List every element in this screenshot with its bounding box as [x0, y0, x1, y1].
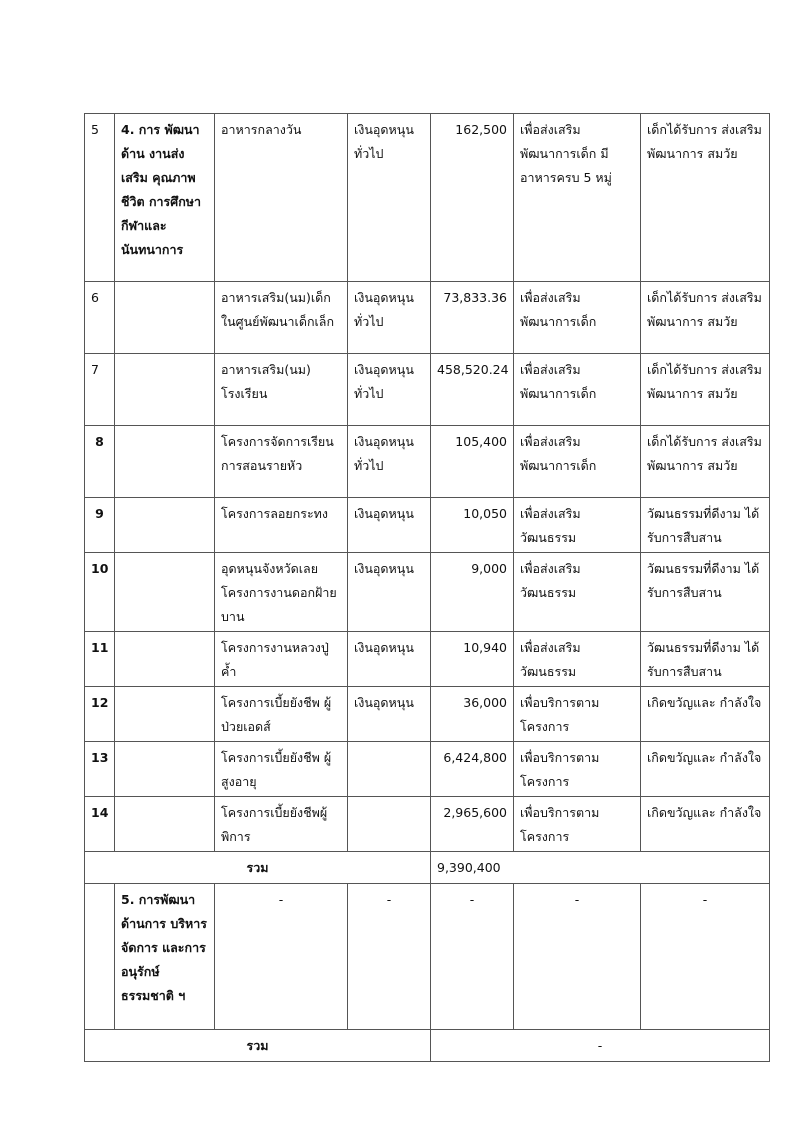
total-amount: 9,390,400 [431, 852, 770, 884]
objective-cell: เพื่อส่งเสริม วัฒนธรรม [514, 632, 641, 687]
project-cell: อาหารเสริม(นม)เด็ก ในศูนย์พัฒนาเด็กเล็ก [215, 282, 348, 354]
project-cell: โครงการลอยกระทง [215, 498, 348, 553]
project-cell: อุดหนุนจังหวัดเลย โครงการงานดอกฝ้าย บาน [215, 553, 348, 632]
result-cell: เกิดขวัญและ กำลังใจ [641, 742, 770, 797]
result-cell: เด็กได้รับการ ส่งเสริม พัฒนาการ สมวัย [641, 114, 770, 282]
table-row [85, 498, 770, 553]
source-cell: - [348, 884, 431, 1030]
project-cell: โครงการเบี้ยยังชีพ ผู้ป่วยเอดส์ [215, 687, 348, 742]
objective-cell: เพื่อบริการตาม โครงการ [514, 742, 641, 797]
plan-cell [115, 498, 215, 553]
amount-cell: 73,833.36 [431, 282, 514, 354]
plan-cell [115, 742, 215, 797]
project-cell: โครงการงานหลวงปู่ ค้ำ [215, 632, 348, 687]
row-number: 5 [85, 114, 115, 282]
row-number: 6 [85, 282, 115, 354]
amount-cell: 10,050 [431, 498, 514, 553]
objective-cell: เพื่อส่งเสริม วัฒนธรรม [514, 498, 641, 553]
plan-cell: 4. การ พัฒนาด้าน งานส่งเสริม คุณภาพชีวิต การศึกษา กีฬาและ นันทนาการ [115, 114, 215, 282]
amount-cell: 9,000 [431, 553, 514, 632]
plan-cell [115, 797, 215, 852]
total-label: รวม [85, 1030, 431, 1062]
row-number: 12 [85, 687, 115, 742]
total-row [85, 1030, 770, 1062]
row-number: 8 [85, 426, 115, 498]
result-cell: วัฒนธรรมที่ดีงาม ได้รับการสืบสาน [641, 632, 770, 687]
table-row [85, 687, 770, 742]
table-row [85, 114, 770, 282]
table-row [85, 632, 770, 687]
project-cell: โครงการเบี้ยยังชีพ ผู้สูงอายุ [215, 742, 348, 797]
amount-cell: - [431, 884, 514, 1030]
plan-cell [115, 426, 215, 498]
source-cell: เงินอุดหนุน [348, 687, 431, 742]
objective-cell: เพื่อบริการตาม โครงการ [514, 797, 641, 852]
plan-cell [115, 354, 215, 426]
table-row [85, 742, 770, 797]
source-cell: เงินอุดหนุน ทั่วไป [348, 282, 431, 354]
source-cell: เงินอุดหนุน [348, 498, 431, 553]
source-cell [348, 797, 431, 852]
source-cell: เงินอุดหนุน ทั่วไป [348, 354, 431, 426]
plan-cell [115, 553, 215, 632]
row-number: 9 [85, 498, 115, 553]
row-number: 14 [85, 797, 115, 852]
plan-cell: 5. การพัฒนา ด้านการ บริหารจัดการ และการ อนุรักษ์ ธรรมชาติ ฯ [115, 884, 215, 1030]
source-cell: เงินอุดหนุน [348, 632, 431, 687]
project-cell: อาหารกลางวัน [215, 114, 348, 282]
result-cell: วัฒนธรรมที่ดีงาม ได้รับการสืบสาน [641, 498, 770, 553]
source-cell: เงินอุดหนุน ทั่วไป [348, 114, 431, 282]
row-number: 10 [85, 553, 115, 632]
objective-cell: เพื่อบริการตาม โครงการ [514, 687, 641, 742]
project-cell: อาหารเสริม(นม) โรงเรียน [215, 354, 348, 426]
table-row [85, 884, 770, 1030]
total-label: รวม [85, 852, 431, 884]
project-cell: โครงการเบี้ยยังชีพผู้ พิการ [215, 797, 348, 852]
row-number: 7 [85, 354, 115, 426]
objective-cell: เพื่อส่งเสริม พัฒนาการเด็ก [514, 426, 641, 498]
row-number: 11 [85, 632, 115, 687]
table-row [85, 553, 770, 632]
table-row [85, 426, 770, 498]
row-number: 13 [85, 742, 115, 797]
amount-cell: 162,500 [431, 114, 514, 282]
result-cell: - [641, 884, 770, 1030]
budget-table [84, 113, 770, 1062]
objective-cell: เพื่อส่งเสริม พัฒนาการเด็ก [514, 282, 641, 354]
result-cell: วัฒนธรรมที่ดีงาม ได้รับการสืบสาน [641, 553, 770, 632]
table-row [85, 797, 770, 852]
objective-cell: เพื่อส่งเสริม วัฒนธรรม [514, 553, 641, 632]
result-cell: เด็กได้รับการ ส่งเสริม พัฒนาการ สมวัย [641, 282, 770, 354]
result-cell: เด็กได้รับการ ส่งเสริม พัฒนาการ สมวัย [641, 426, 770, 498]
result-cell: เกิดขวัญและ กำลังใจ [641, 797, 770, 852]
plan-cell [115, 282, 215, 354]
objective-cell: เพื่อส่งเสริม พัฒนาการเด็ก [514, 354, 641, 426]
amount-cell: 36,000 [431, 687, 514, 742]
plan-cell [115, 687, 215, 742]
table-row [85, 354, 770, 426]
objective-cell: เพื่อส่งเสริม พัฒนาการเด็ก มี อาหารครบ 5 หมู่ [514, 114, 641, 282]
result-cell: เกิดขวัญและ กำลังใจ [641, 687, 770, 742]
total-amount: - [431, 1030, 770, 1062]
project-cell: โครงการจัดการเรียน การสอนรายหัว [215, 426, 348, 498]
amount-cell: 105,400 [431, 426, 514, 498]
amount-cell: 6,424,800 [431, 742, 514, 797]
table-row [85, 282, 770, 354]
plan-cell [115, 632, 215, 687]
amount-cell: 2,965,600 [431, 797, 514, 852]
source-cell: เงินอุดหนุน ทั่วไป [348, 426, 431, 498]
source-cell: เงินอุดหนุน [348, 553, 431, 632]
total-row [85, 852, 770, 884]
result-cell: เด็กได้รับการ ส่งเสริม พัฒนาการ สมวัย [641, 354, 770, 426]
project-cell: - [215, 884, 348, 1030]
source-cell [348, 742, 431, 797]
amount-cell: 458,520.24 [431, 354, 514, 426]
objective-cell: - [514, 884, 641, 1030]
row-number [85, 884, 115, 1030]
amount-cell: 10,940 [431, 632, 514, 687]
